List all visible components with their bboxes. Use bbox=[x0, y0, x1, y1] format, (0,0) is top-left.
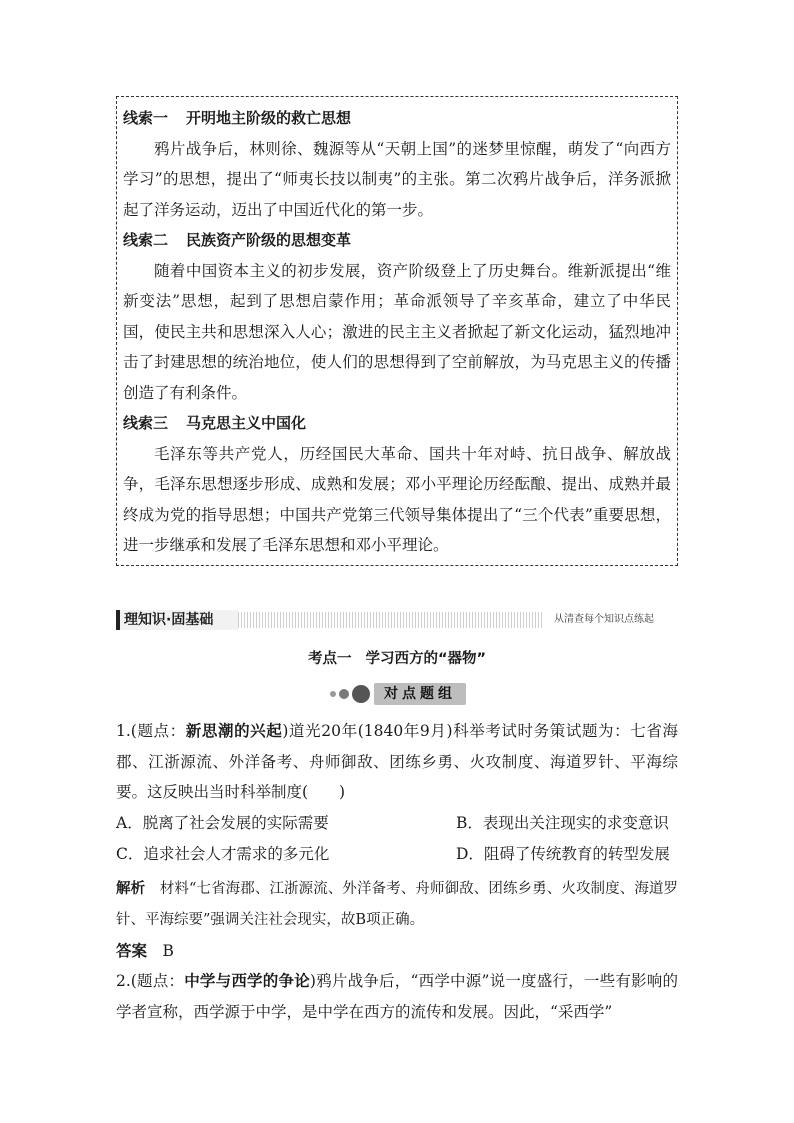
clue-2-title: 民族资产阶级的思想变革 bbox=[186, 231, 352, 249]
question-2-tip-open: (题点： bbox=[130, 972, 185, 990]
question-2-stem-block bbox=[116, 966, 678, 1027]
answer-value: B bbox=[162, 942, 174, 960]
clue-2-label: 线索二 bbox=[123, 231, 169, 249]
clue-3-label: 线索三 bbox=[123, 414, 169, 432]
analysis-text: 材料“七省海郡、江浙源流、外洋备考、舟师御敌、团练乡勇、火攻制度、海道罗针、平海综要”强调关注社会现实，故B项正确。 bbox=[116, 881, 679, 928]
question-1-analysis bbox=[116, 874, 678, 935]
question-1 bbox=[116, 716, 678, 808]
clue-1-label: 线索一 bbox=[123, 109, 169, 127]
question-2 bbox=[116, 966, 678, 1027]
question-2-number: 2. bbox=[116, 972, 131, 990]
clue-1-body: 鸦片战争后，林则徐、魏源等从“天朝上国”的迷梦里惊醒，萌发了“向西方学习”的思想，提出了“师夷长技以制夷”的主张。第二次鸦片战争后，洋务派掀起了洋务运动，迈出了中国近代化的第一步。 bbox=[123, 139, 671, 219]
question-1-options bbox=[116, 808, 678, 870]
group-label-text: 对点题组 bbox=[374, 683, 466, 705]
banner-tag: 理知识·固基础 bbox=[116, 610, 238, 630]
question-1-tip-open: (题点： bbox=[130, 722, 186, 740]
clue-1-title: 开明地主阶级的救亡思想 bbox=[186, 109, 352, 127]
question-1-tip-close: ) bbox=[282, 722, 289, 740]
option-b: B．表现出关注现实的求变意识 bbox=[456, 814, 669, 832]
clue-3-title: 马克思主义中国化 bbox=[186, 414, 307, 432]
options-row-1 bbox=[116, 808, 678, 839]
bullet-dot-icon bbox=[352, 685, 370, 703]
bullet-dot-icon bbox=[330, 691, 336, 697]
option-c: C．追求社会人才需求的多元化 bbox=[116, 845, 330, 863]
option-d: D．阻碍了传统教育的转型发展 bbox=[456, 845, 670, 863]
question-2-stem: 鸦片战争后，“西学中源”说一度盛行，一些有影响的学者宣称，西学源于中学，是中学在西方的流传和发展。因此，“采西学” bbox=[116, 972, 678, 1021]
kaodian-label: 考点一 bbox=[307, 651, 352, 667]
answer-label: 答案 bbox=[116, 942, 148, 960]
section-banner bbox=[116, 610, 678, 630]
bullet-dot-icon bbox=[339, 689, 349, 699]
kaodian-title bbox=[0, 647, 794, 668]
analysis-label: 解析 bbox=[116, 881, 146, 897]
banner-subtitle: 从清查每个知识点练起 bbox=[542, 611, 678, 629]
group-label bbox=[330, 681, 466, 707]
clue-box bbox=[116, 96, 678, 566]
clue-3-heading bbox=[123, 408, 671, 439]
question-2-tip: 中学与西学的争论 bbox=[184, 972, 310, 990]
clue-2-heading bbox=[123, 225, 671, 256]
clue-1-heading bbox=[123, 103, 671, 134]
question-1-answer bbox=[116, 936, 174, 967]
question-1-number: 1. bbox=[116, 722, 131, 740]
question-1-tip: 新思潮的兴起 bbox=[185, 722, 283, 740]
options-row-2 bbox=[116, 839, 678, 870]
question-1-stem-block bbox=[116, 716, 678, 808]
kaodian-text: 学习西方的“器物” bbox=[365, 651, 487, 667]
clue-3-body: 毛泽东等共产党人，历经国民大革命、国共十年对峙、抗日战争、解放战争，毛泽东思想逐步形成、成熟和发展；邓小平理论历经酝酿、提出、成熟并最终成为党的指导思想；中国共产党第三代领导集体提出了“三个代表”重要思想，进一步继承和发展了毛泽东思想和邓小平理论。 bbox=[123, 444, 671, 554]
option-a: A．脱离了社会发展的实际需要 bbox=[116, 814, 329, 832]
question-2-tip-close: ) bbox=[309, 972, 316, 990]
clue-2-body: 随着中国资本主义的初步发展，资产阶级登上了历史舞台。维新派提出“维新变法”思想，起到了思想启蒙作用；革命派领导了辛亥革命，建立了中华民国，使民主共和思想深入人心；激进的民主主义者掀起了新文化运动，猛烈地冲击了封建思想的统治地位，使人们的思想得到了空前解放，为马克思主义的传播创造了有利条件。 bbox=[123, 261, 671, 402]
question-1-stem: 道光20年(1840年9月)科举考试时务策试题为：七省海郡、江浙源流、外洋备考、舟师御敌、团练乡勇、火攻制度、海道罗针、平海综要。这反映出当时科举制度( ) bbox=[116, 722, 678, 801]
